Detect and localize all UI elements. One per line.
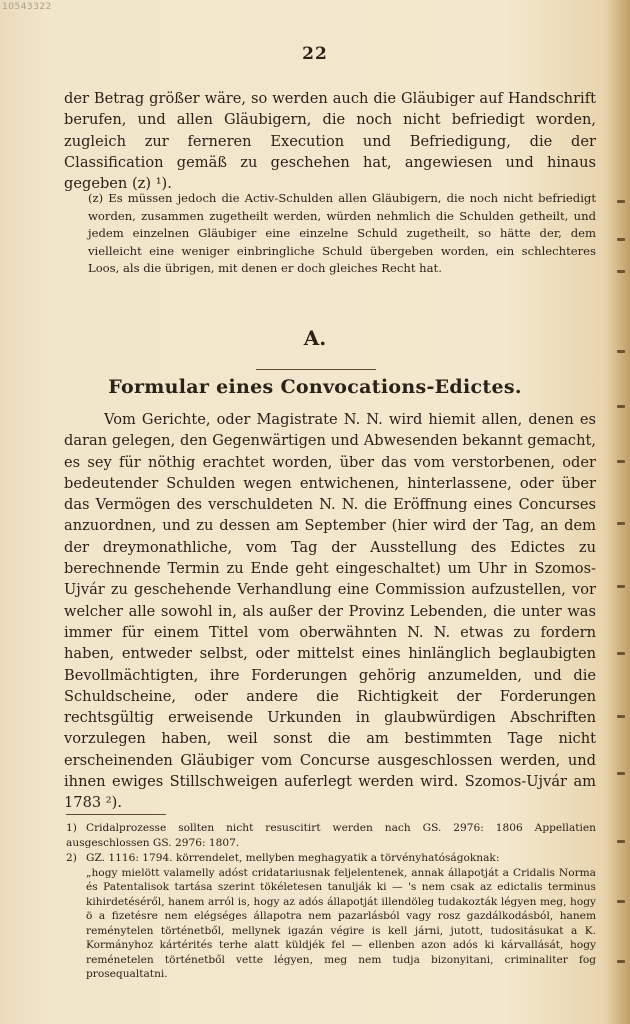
footnote-1 <box>66 821 596 850</box>
section-title: Formular eines Convocations-Edictes. <box>108 376 522 398</box>
footnote-rule <box>66 814 166 815</box>
footnote-1-label: 1) <box>66 822 77 834</box>
page-number: 22 <box>302 44 328 64</box>
note-z: (z) Es müssen jedoch die Activ-Schulden allen Gläubigern, die noch nicht befriedigt worden, zusammen zugetheilt werden, würden nehmlich die Schulden getheilt, und jedem einzelnen Gläubiger eine einzelne Schuld zugetheilt, so hätte der, dem vielleicht eine weniger einbringliche Schuld übergeben worden, ein schlechteres Loos, als die übrigen, mit denen er doch gleiches Recht hat. <box>88 191 596 276</box>
section-rule <box>256 369 376 370</box>
page-edge-marks <box>617 200 627 980</box>
footnote-2-text: GZ. 1116: 1794. körrendelet, mellyben meghagyatik a törvényhatóságoknak: <box>86 852 500 864</box>
footnote-2-body: „hogy mielött valamelly adóst cridatariusnak feljelentenek, annak állapotját a Cridalis Norma és Patentalisok tartása szerint tökéletesen tanulják ki — 's nem csak az edictalis terminus kihirdetéséről, hanem arról is, hogy az adós állapotját illendöleg tudakozták légyen meg, hogy ö a fizetésre nem elégséges állapotra nem pazarlásból vagy rosz gazdálkodásból, hanem reménytelen történetből, mellynek igazán végire is kell járni, jutott, tudositásukat a K. Kormányhoz kártérités terhe alatt küldjék fel — ellenben azon adós ki kárvallását, hogy reménetelen történetből vette légyen, meg nem tudja bizonyitani, criminaliter fog prosequaltatni. <box>86 866 596 980</box>
paragraph-1: der Betrag größer wäre, so werden auch die Gläubiger auf Handschrift berufen, und allen Gläubigern, die noch nicht befriedigt worden, zugleich zur ferneren Execution und Befriedigung, die der Classification gemäß zu geschehen hat, angewiesen und hinaus gegeben (z) ¹). <box>64 90 596 193</box>
footnote-2 <box>66 851 596 982</box>
footnote-1-text: Cridalprozesse sollten nicht resuscitirt werden nach GS. 2976: 1806 Appellatien ausgeschlossen GS. 2976: 1807. <box>66 822 596 849</box>
section-letter: A. <box>303 326 327 350</box>
paragraph-2: Vom Gerichte, oder Magistrate N. N. wird hiemit allen, denen es daran gelegen, den Gegenwärtigen und Abwesenden bekannt gemacht, es sey für nöthig erachtet worden, über das vom verstorbenen, oder bedeutender Schulden wegen entwichenen, hinterlassene, oder über das Vermögen des verschuldeten N. N. die Eröffnung eines Concurses anzuordnen, und zu dessen am September (hier wird der Tag, an dem der dreymonathliche, vom Tag der Ausstellung des Edictes zu berechnende Termin zu Ende geht eingeschaltet) um Uhr in Szomos-Ujvár zu geschehende Verhandlung eine Commission aufzustellen, vor welcher alle sowohl in, als außer der Provinz Lebenden, die unter was immer für einem Tittel vom oberwähnten N. N. etwas zu fordern haben, entweder selbst, oder mittelst eines hinlänglich beglaubigten Bevollmächtigten, ihre Forderungen gehörig anzumelden, und die Schuldscheine, oder andere die Richtigkeit der Forderungen rechtsgültig erweisende Urkunden in glaubwürdigen Abschriften vorzulegen haben, weil sonst die am bestimmten Tage nicht erscheinenden Gläubiger vom Concurse ausgeschlossen werden, und ihnen ewiges Stillschweigen auferlegt werden wird. Szomos-Ujvár am 1783 ²). <box>64 411 596 812</box>
footnotes <box>66 821 596 983</box>
scan-stamp: 10543322 <box>2 2 52 12</box>
footnote-2-label: 2) <box>66 852 77 864</box>
